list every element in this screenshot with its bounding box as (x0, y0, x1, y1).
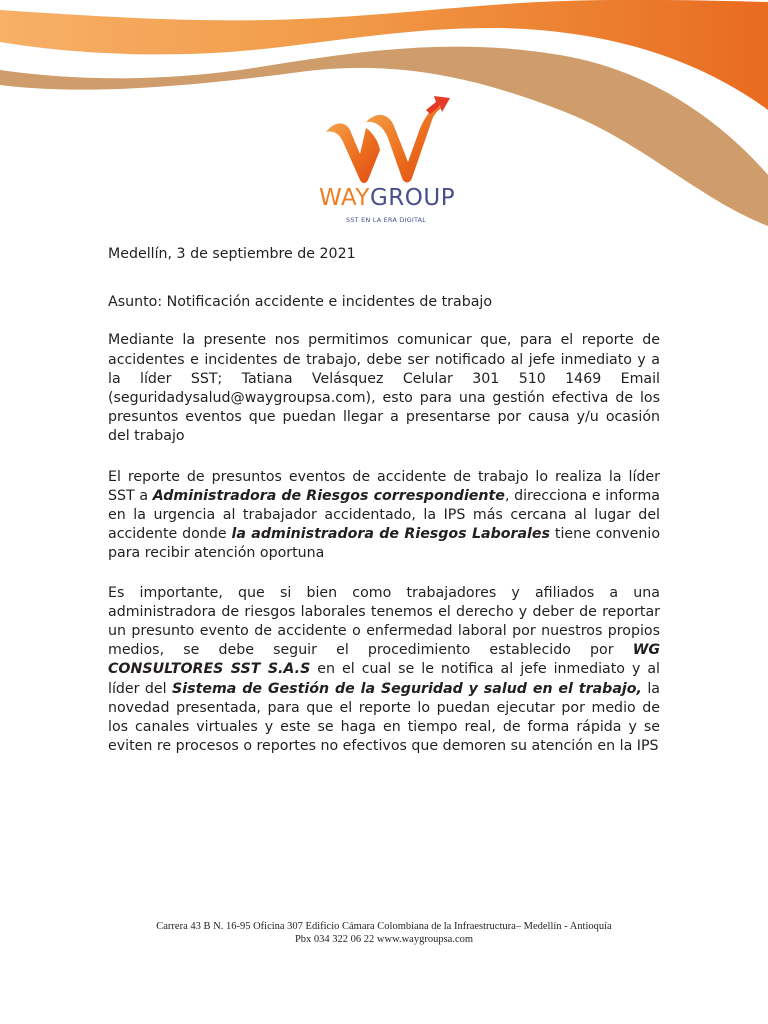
paragraph-3-bold-1: WG CONSULTORES SST S.A.S (108, 642, 660, 678)
footer-contact: Pbx 034 322 06 22 www.waygroupsa.com (294, 934, 474, 945)
letter-subject (108, 293, 660, 312)
paragraph-3-part-3: la novedad presentada, para que el reporte lo puedan ejecutar por medio de los canales virtuales y este se haga en tiempo real, de forma rápida y se eviten re procesos o reportes no efectivos que demoren su atención en la IPS (108, 680, 660, 755)
paragraph-3 (108, 584, 660, 757)
paragraph-2-bold-1: Administradora de Riesgos correspondiente (152, 487, 505, 504)
footer-address: Carrera 43 B N. 16-95 Oficina 307 Edificio Cámara Colombiana de la Infraestructura– Medellín - Antioquía (156, 921, 612, 932)
letter-footer (0, 920, 768, 946)
logo-word-group: GROUP (369, 185, 456, 211)
paragraph-2-part-1: El reporte de presuntos eventos de accidente de trabajo lo realiza la líder SST a (108, 468, 660, 504)
paragraph-2-part-3: tiene convenio para recibir atención oportuna (108, 526, 660, 562)
logo-tagline: SST EN LA ERA DIGITAL (346, 216, 427, 224)
paragraph-3-bold-2: Sistema de Gestión de la Seguridad y salud en el trabajo, (172, 680, 642, 697)
paragraph-2-bold-2: la administradora de Riesgos Laborales (231, 526, 550, 543)
subject-text: Notificación accidente e incidentes de trabajo (162, 294, 493, 311)
letter-date: Medellín, 3 de septiembre de 2021 (108, 246, 356, 262)
logo-w-mark-icon (322, 92, 457, 187)
arrow-icon (426, 96, 450, 114)
logo-wordmark (319, 187, 455, 210)
logo-word-way: WAY (319, 185, 370, 211)
paragraph-3-part-2: en el cual se le notifica al jefe inmediato y al líder del (108, 661, 660, 697)
waygroup-logo (314, 92, 464, 232)
paragraph-2-part-2: , direcciona e informa en la urgencia al trabajador accidentado, la IPS más cercana al lugar del accidente donde (108, 487, 660, 543)
letter-body (108, 245, 660, 756)
paragraph-1: Mediante la presente nos permitimos comunicar que, para el reporte de accidentes e incidentes de trabajo, debe ser notificado al jefe inmediato y a la líder SST; Tatiana Velásquez Celular 301 510 1469 Email (seguridadysalud@waygroupsa.com), esto para una gestión efectiva de los presuntos eventos que puedan llegar a presentarse por causa y/u ocasión del trabajo (108, 332, 660, 445)
w-stroke-left (326, 123, 380, 183)
paragraph-2 (108, 468, 660, 564)
paragraph-3-part-1: Es importante, que si bien como trabajadores y afiliados a una administradora de riesgos laborales tenemos el derecho y deber de reportar un presunto evento de accidente o enfermedad laboral por nuestros propios medios, se debe seguir el procedimiento establecido por (108, 584, 660, 659)
subject-label: Asunto: (108, 294, 163, 311)
